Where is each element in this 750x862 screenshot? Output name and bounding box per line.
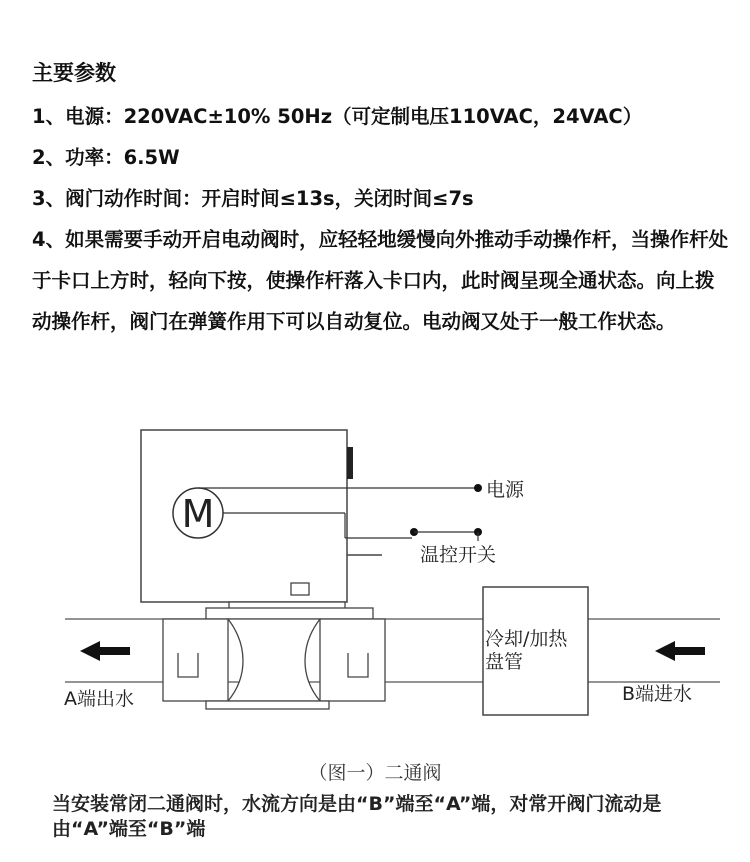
actuator-side-tab xyxy=(347,447,353,479)
valve-top-band xyxy=(206,608,373,619)
power-label: 电源 xyxy=(486,479,525,501)
spec-section xyxy=(32,56,732,342)
spec-line-timing: 3、阀门动作时间：开启时间≤13s，关闭时间≤7s xyxy=(32,187,474,210)
coil-label-line2: 盘管 xyxy=(485,651,524,673)
figure-caption: （图一）二通阀 xyxy=(308,762,442,784)
inlet-arrow-icon xyxy=(655,641,705,661)
spec-line-power: 1、电源：220VAC±10% 50Hz（可定制电压110VAC，24VAC） xyxy=(32,105,643,128)
spec-line-manual: 4、如果需要手动开启电动阀时，应轻轻地缓慢向外推动手动操作杆，当操作杆处于卡口上方时，轻向下按，使操作杆落入卡口内，此时阀呈现全通状态。向上拨动操作杆，阀门在弹簧作用下可以自动复位。电动阀又处于一般工作状态。 xyxy=(32,228,729,333)
inlet-label: B端进水 xyxy=(622,683,693,705)
thermostat-label: 温控开关 xyxy=(420,544,497,566)
valve-right-fitting xyxy=(320,619,385,701)
valve-diagram xyxy=(0,415,750,755)
motor-symbol: M xyxy=(181,492,215,536)
valve-bottom-band xyxy=(206,701,329,709)
power-terminal xyxy=(474,484,482,492)
coil-label-line1: 冷却/加热 xyxy=(485,628,568,650)
flow-direction-note: 当安装常闭二通阀时，水流方向是由“B”端至“A”端，对常开阀门流动是由“A”端至“B”端 xyxy=(52,793,662,840)
spec-heading: 主要参数 xyxy=(32,61,116,85)
valve-stem xyxy=(291,583,309,595)
actuator-housing xyxy=(141,430,347,602)
outlet-arrow-icon xyxy=(80,641,130,661)
valve-center-body xyxy=(228,619,320,701)
outlet-label: A端出水 xyxy=(64,688,134,710)
spec-line-wattage: 2、功率：6.5W xyxy=(32,146,180,169)
valve-left-fitting xyxy=(163,619,228,701)
